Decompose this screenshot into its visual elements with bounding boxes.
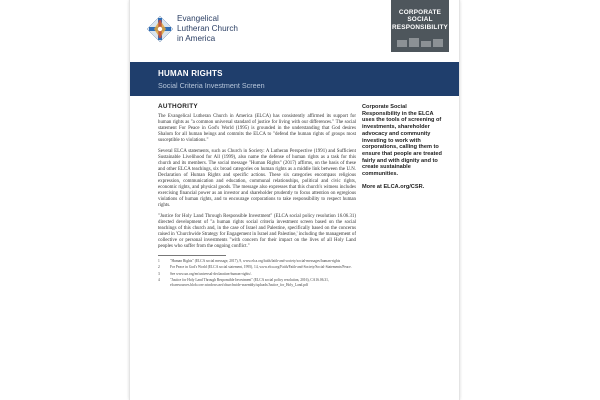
document-page bbox=[129, 0, 460, 400]
csr-line-1: CORPORATE bbox=[398, 9, 442, 16]
paragraph-2: Several ELCA statements, such as Church in Society: A Lutheran Perspective (1991) and Sufficient Sustainable Livelihood for All (1999), also name the defense of human rights as a task for this church and its members. The social message "Human Rights" (2017) affirms, on the basis of these and other ELCA teachings, six broad categories on human rights as a middle link between the U.N. Declaration of Human Rights and specific actions. These six categories encompass religious expression, communication and education, communal relationships, political and civic rights, economic rights, and physical goods. The message also expresses that this church's witness includes exercising financial power as an investor and shareholder prudently to focus attention on egregious violations of human rights, and to encourage corporations to take responsibility to respect human rights. bbox=[158, 149, 356, 208]
footnote bbox=[158, 278, 356, 287]
footnote-number: 4 bbox=[158, 278, 160, 283]
banner-title: HUMAN RIGHTS bbox=[158, 69, 223, 78]
csr-line-3: RESPONSIBILITY bbox=[391, 23, 449, 31]
csr-badge bbox=[391, 0, 449, 52]
footnote-text: "Justice for Holy Land Through Responsible Investment" (ELCA social policy resolution, 2016), CA16.06.31, elcaresources.blob.core.windows.net/churchwide-assembly/uploads/Justice_for_Holy_Land.pdf bbox=[170, 278, 329, 287]
paragraph-1: The Evangelical Lutheran Church in America (ELCA) has consistently affirmed its support for human rights as "a common universal standard of justice for living with our differences." The social statement For Peace in God's World (1995) is grounded in the understanding that God desires Shalom for all human beings and commits the ELCA to "defend the human rights of groups most susceptible to violations." bbox=[158, 114, 356, 143]
sidebar-callout bbox=[362, 104, 444, 196]
footnote-divider bbox=[158, 255, 226, 256]
main-column bbox=[158, 103, 356, 289]
section-heading: AUTHORITY bbox=[158, 103, 198, 110]
footnote-number: 2 bbox=[158, 265, 160, 270]
logo-line-2: Lutheran Church bbox=[177, 24, 238, 33]
footnote-text: For Peace in God's World (ELCA social statement, 1995), 14, www.elca.org/Faith/Faith-and-Society/Social-Statements/Peace. bbox=[170, 265, 352, 270]
csr-decoration-icon bbox=[397, 38, 443, 47]
footnote bbox=[158, 272, 356, 276]
footnote bbox=[158, 259, 356, 263]
sidebar-more-link[interactable]: More at ELCA.org/CSR. bbox=[362, 183, 425, 190]
elca-logo bbox=[146, 14, 266, 48]
logo-line-1: Evangelical bbox=[177, 14, 219, 23]
footnote-text: See www.un.org/en/universal-declaration-human-rights/. bbox=[170, 271, 252, 276]
elca-cross-icon bbox=[146, 15, 174, 43]
footnote bbox=[158, 265, 356, 269]
logo-line-3: in America bbox=[177, 34, 216, 43]
footnote-number: 3 bbox=[158, 271, 160, 276]
footnote-text: "Human Rights" (ELCA social message, 2017), 9, www.elca.org/faith/faith-and-society/social-messages/human-rights bbox=[170, 259, 341, 263]
banner-subtitle: Social Criteria Investment Screen bbox=[158, 81, 265, 90]
csr-line-2: SOCIAL bbox=[407, 16, 433, 24]
paragraph-3: "Justice for Holy Land Through Responsible Investment" (ELCA social policy resolution 16.06.31) directed development of "a human rights social criteria investment screen based on the social teachings of this church and, in the case of Israel and Palestine, specifically based on the concerns raised in 'Churchwide Strategy for Engagement in Israel and Palestine,' including the management of collective or personal investments "with concern for their impact on the lives of all Holy Land peoples who suffer from the ongoing conflict." bbox=[158, 214, 356, 249]
footnote-number: 1 bbox=[158, 259, 160, 263]
document-header bbox=[130, 0, 459, 60]
title-banner bbox=[130, 62, 459, 96]
sidebar-intro: Corporate Social Responsibility in the ELCA uses the tools of screening of investments, shareholder advocacy and community investing to work with corporations, calling them to ensure that people are treated fairly and with dignity and to create sustainable communities. bbox=[362, 104, 442, 178]
